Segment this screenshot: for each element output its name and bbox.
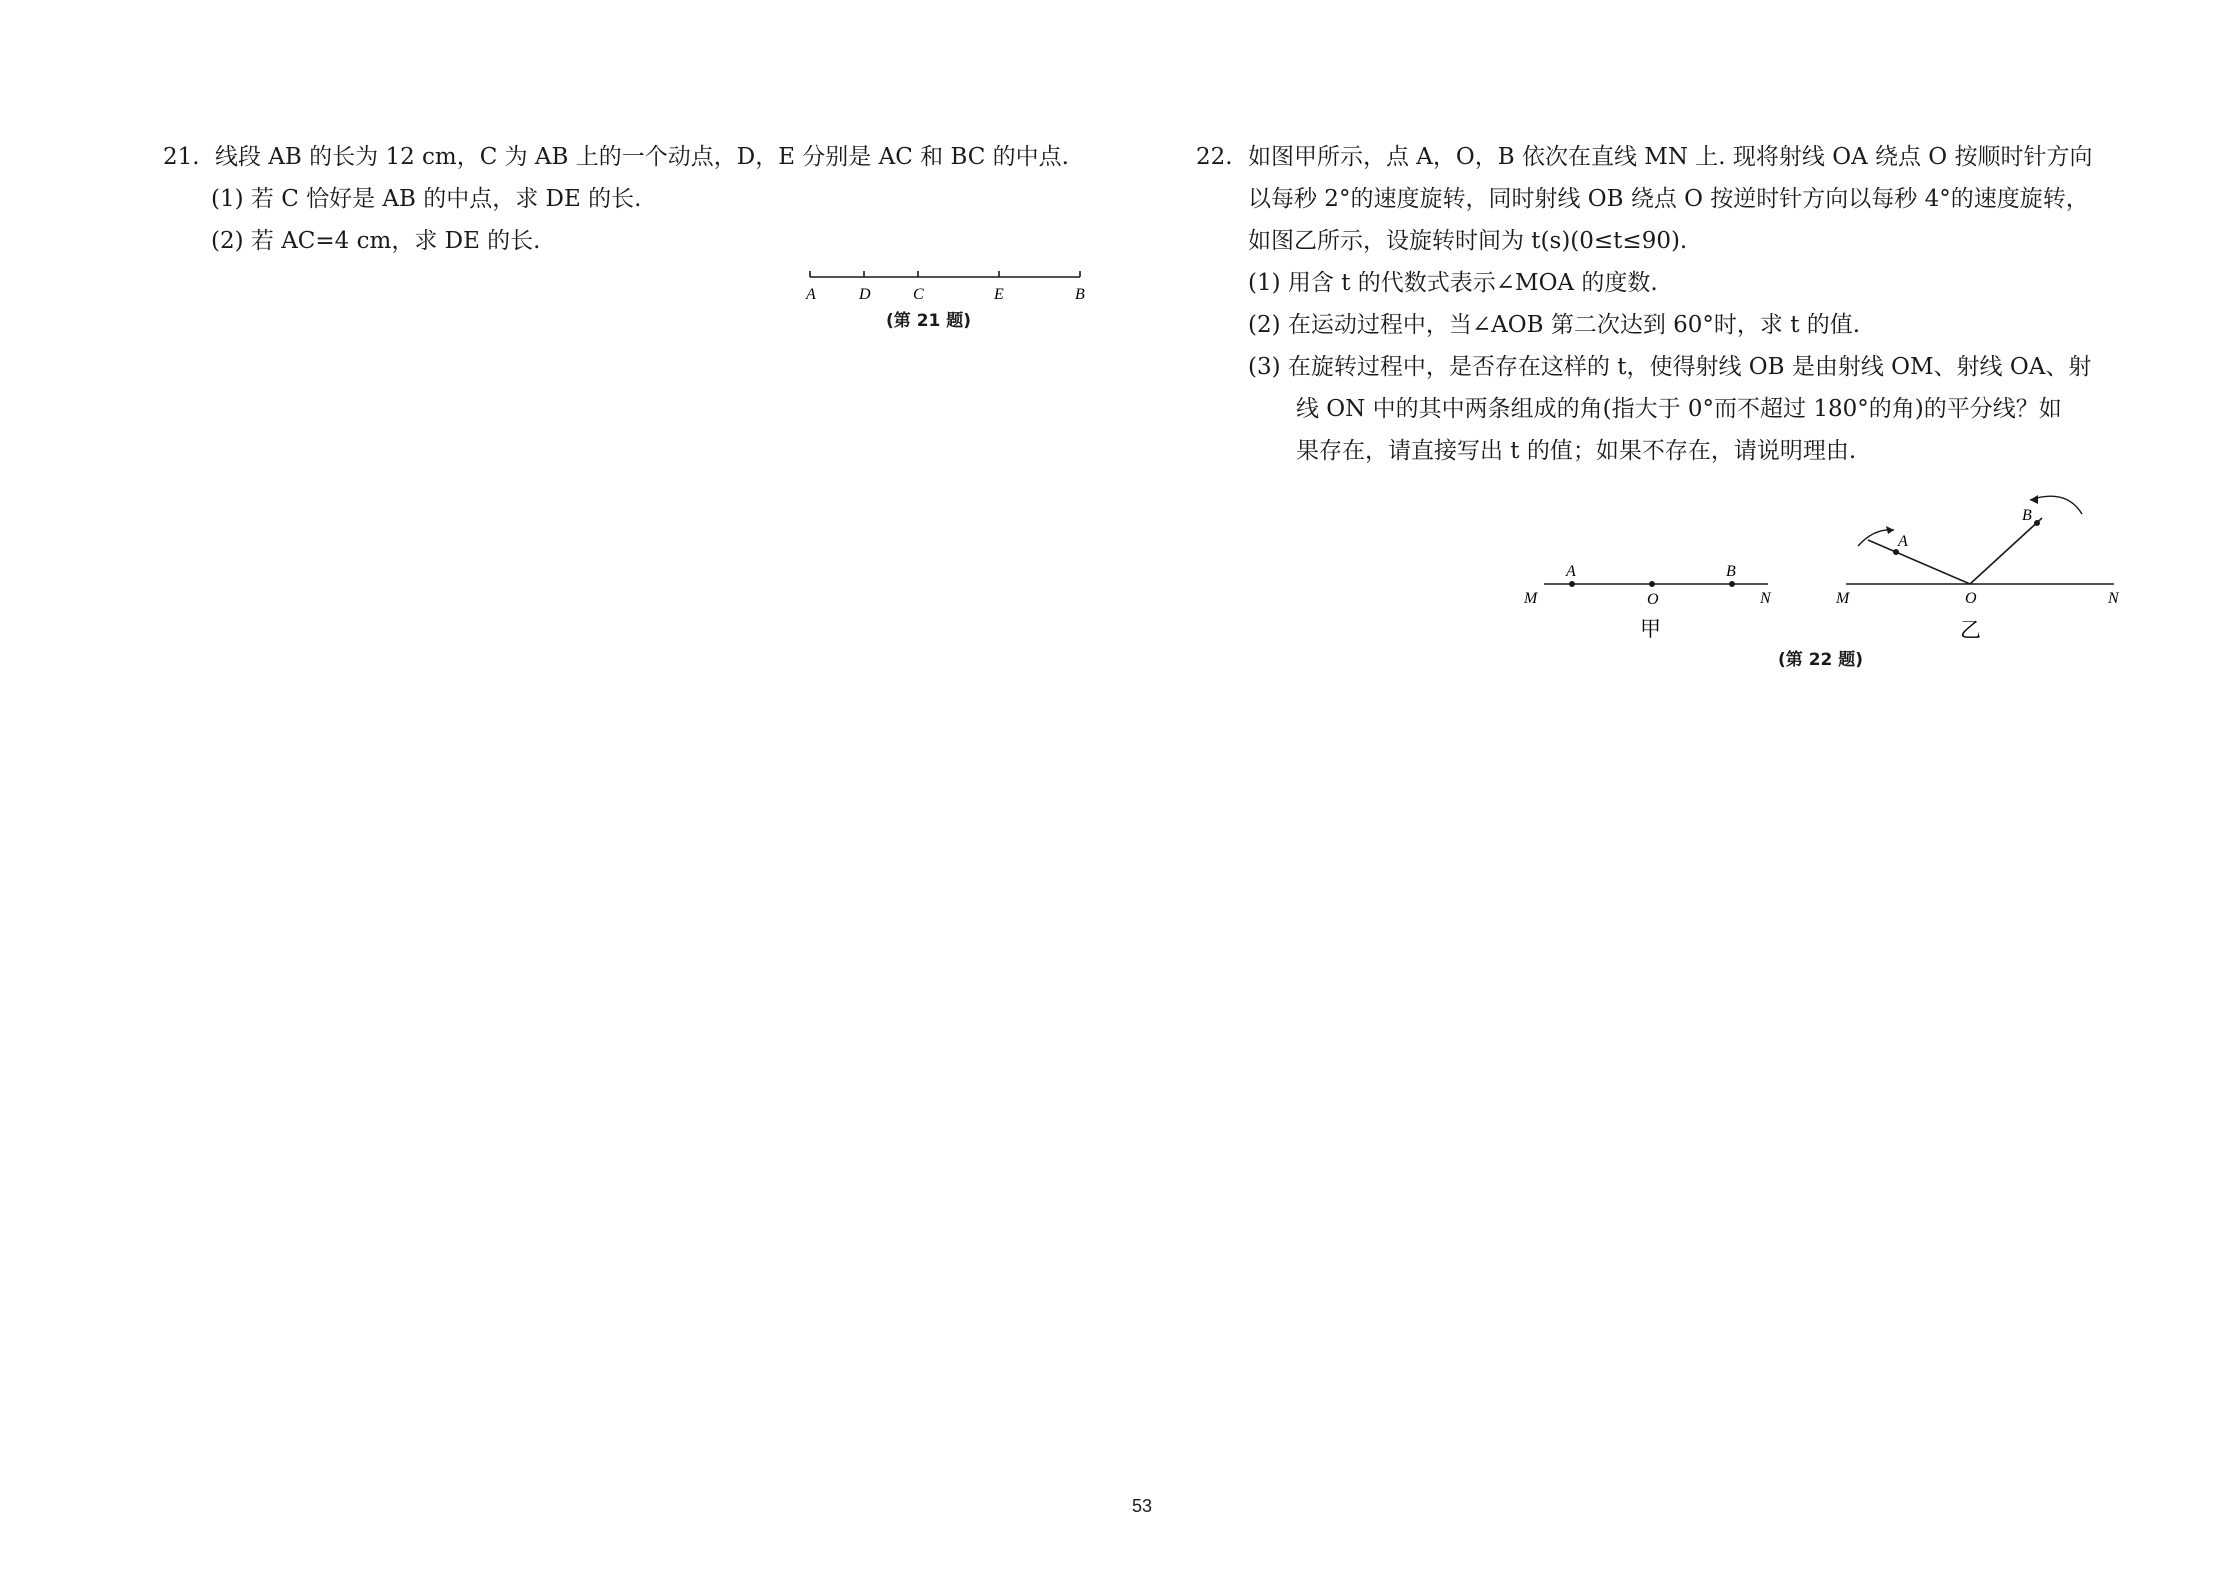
point-b: [2034, 520, 2040, 526]
label-e: E: [994, 286, 1004, 303]
label-o: O: [1965, 590, 1977, 607]
label-o: O: [1647, 591, 1659, 608]
q22-part1: (1) 用含 t 的代数式表示∠MOA 的度数.: [1248, 270, 1658, 296]
q21-stem: 线段 AB 的长为 12 cm，C 为 AB 上的一个动点，D，E 分别是 AC 和 BC 的中点.: [215, 144, 1069, 170]
label-m: M: [1524, 590, 1538, 607]
label-b: B: [1726, 563, 1736, 580]
q22-stem-line1: [1196, 136, 2092, 178]
figure-jia-name: 甲: [1640, 617, 1661, 641]
q22-number: 22.: [1196, 144, 1233, 170]
point-b: [1729, 581, 1735, 587]
page-number: 53: [1131, 1496, 1153, 1516]
figure-jia-diagram: [1520, 562, 1780, 652]
label-d: D: [859, 286, 871, 303]
q22-figure-jia: [1520, 562, 1780, 656]
ray-oa: [1868, 540, 1970, 584]
label-c: C: [913, 286, 924, 303]
q22-figure-yi: [1828, 478, 2128, 652]
q21-caption: (第 21 题): [886, 311, 972, 331]
q21-part1: (1) 若 C 恰好是 AB 的中点，求 DE 的长.: [211, 186, 642, 212]
q22-part2: (2) 在运动过程中，当∠AOB 第二次达到 60°时，求 t 的值.: [1248, 312, 1861, 338]
label-n: N: [2108, 590, 2119, 607]
question-21: [163, 136, 1069, 262]
q22-part3-line2: 线 ON 中的其中两条组成的角(指大于 0°而不超过 180°的角)的平分线？如: [1296, 396, 2062, 422]
q22-stem-3: 如图乙所示，设旋转时间为 t(s)(0≤t≤90).: [1248, 228, 1688, 254]
label-b: B: [2022, 507, 2032, 524]
point-a: [1569, 581, 1575, 587]
question-22: [1196, 136, 2092, 472]
q22-part3-line1: (3) 在旋转过程中，是否存在这样的 t，使得射线 OB 是由射线 OM、射线 OA、射: [1248, 354, 2092, 380]
q22-caption: (第 22 题): [1778, 650, 1864, 670]
q22-stem-1: 如图甲所示，点 A，O，B 依次在直线 MN 上. 现将射线 OA 绕点 O 按顺时针方向: [1248, 144, 2093, 170]
label-m: M: [1836, 590, 1850, 607]
figure-yi-diagram: [1828, 478, 2128, 648]
label-b: B: [1075, 286, 1085, 303]
q21-part2: (2) 若 AC=4 cm，求 DE 的长.: [211, 228, 541, 254]
arrowhead-a: [1886, 526, 1894, 534]
point-o: [1649, 581, 1655, 587]
q22-stem-2: 以每秒 2°的速度旋转，同时射线 OB 绕点 O 按逆时针方向以每秒 4°的速度旋转，: [1248, 186, 2089, 212]
label-a: A: [806, 286, 816, 303]
q21-number: 21.: [163, 144, 200, 170]
figure-yi-name: 乙: [1960, 618, 1981, 642]
q22-part3-line3: 果存在，请直接写出 t 的值；如果不存在，请说明理由.: [1296, 438, 1857, 464]
label-a: A: [1566, 563, 1576, 580]
arrowhead-b: [2030, 495, 2038, 504]
q21-stem-line: [163, 136, 1069, 178]
label-n: N: [1760, 590, 1771, 607]
label-a: A: [1898, 533, 1908, 550]
ray-ob: [1970, 518, 2042, 584]
